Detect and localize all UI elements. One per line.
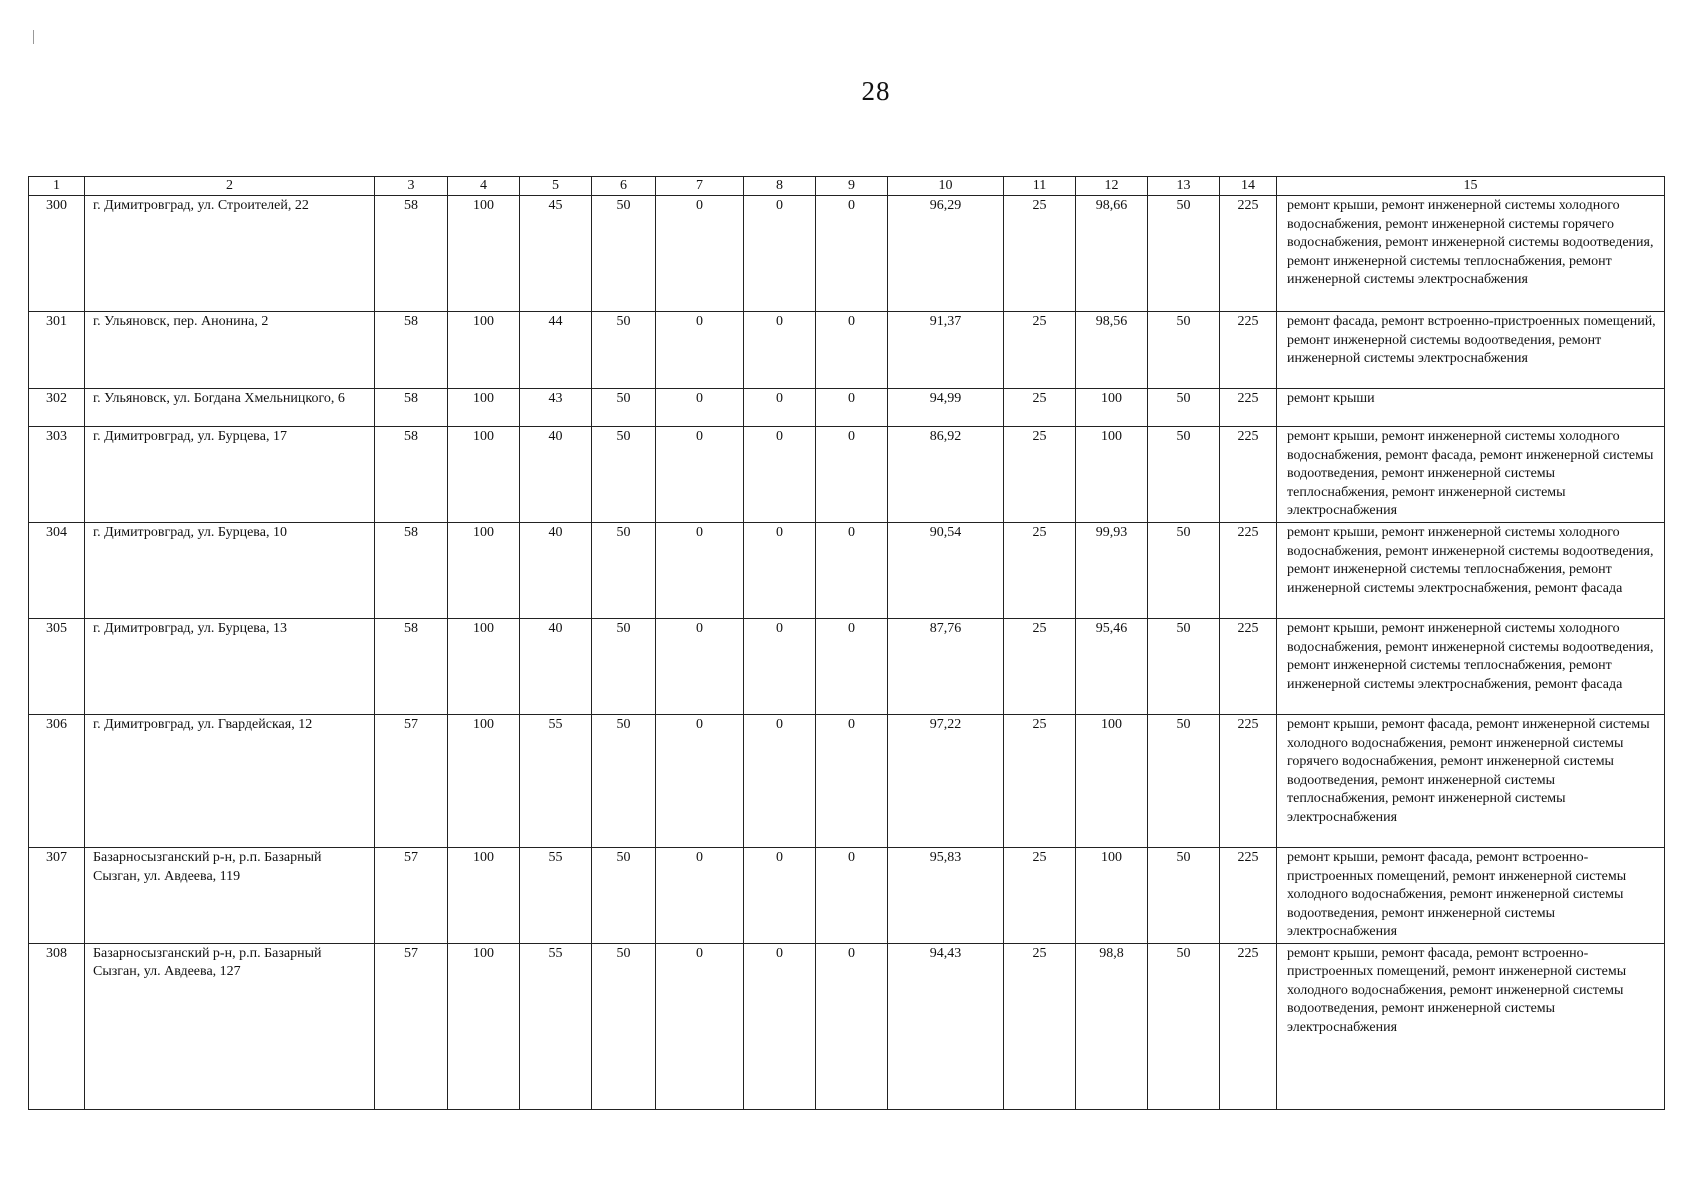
column-header: 12 (1076, 177, 1148, 196)
table-row (29, 389, 1665, 427)
row-number: 302 (29, 389, 85, 427)
cell-col-9: 0 (816, 523, 888, 619)
cell-col-12: 100 (1076, 427, 1148, 523)
cell-col-13: 50 (1148, 943, 1220, 1109)
cell-col-4: 100 (448, 715, 520, 848)
cell-col-14: 225 (1220, 523, 1277, 619)
cell-col-13: 50 (1148, 389, 1220, 427)
row-number: 305 (29, 619, 85, 715)
cell-col-11: 25 (1004, 196, 1076, 312)
cell-col-11: 25 (1004, 312, 1076, 389)
cell-col-7: 0 (656, 196, 744, 312)
column-header: 10 (888, 177, 1004, 196)
cell-col-10: 90,54 (888, 523, 1004, 619)
cell-col-12: 95,46 (1076, 619, 1148, 715)
cell-col-14: 225 (1220, 427, 1277, 523)
cell-col-7: 0 (656, 715, 744, 848)
cell-col-12: 100 (1076, 389, 1148, 427)
cell-col-6: 50 (592, 427, 656, 523)
cell-col-4: 100 (448, 196, 520, 312)
cell-col-6: 50 (592, 196, 656, 312)
column-header: 11 (1004, 177, 1076, 196)
cell-col-9: 0 (816, 848, 888, 944)
cell-col-7: 0 (656, 848, 744, 944)
cell-col-11: 25 (1004, 389, 1076, 427)
cell-col-11: 25 (1004, 848, 1076, 944)
cell-col-5: 55 (520, 715, 592, 848)
table-row (29, 523, 1665, 619)
cell-col-12: 98,8 (1076, 943, 1148, 1109)
cell-col-10: 94,99 (888, 389, 1004, 427)
cell-col-7: 0 (656, 523, 744, 619)
cell-col-8: 0 (744, 427, 816, 523)
cell-col-9: 0 (816, 943, 888, 1109)
cell-col-5: 43 (520, 389, 592, 427)
row-number: 300 (29, 196, 85, 312)
cell-col-3: 58 (375, 619, 448, 715)
address-cell: Базарносызганский р-н, р.п. Базарный Сызган, ул. Авдеева, 127 (85, 943, 375, 1109)
works-list-cell: ремонт крыши, ремонт фасада, ремонт встроенно-пристроенных помещений, ремонт инженерной системы холодного водоснабжения, ремонт инженерной системы водоотведения, ремонт инженерной системы электроснабжения (1277, 943, 1665, 1109)
cell-col-8: 0 (744, 312, 816, 389)
cell-col-13: 50 (1148, 427, 1220, 523)
column-header: 15 (1277, 177, 1665, 196)
cell-col-6: 50 (592, 943, 656, 1109)
table-row (29, 848, 1665, 944)
cell-col-14: 225 (1220, 389, 1277, 427)
table-row (29, 427, 1665, 523)
cell-col-14: 225 (1220, 619, 1277, 715)
cell-col-7: 0 (656, 619, 744, 715)
cell-col-5: 45 (520, 196, 592, 312)
cell-col-12: 100 (1076, 848, 1148, 944)
works-list-cell: ремонт крыши, ремонт инженерной системы холодного водоснабжения, ремонт инженерной системы водоотведения, ремонт инженерной системы теплоснабжения, ремонт инженерной системы электроснабжения, ремонт фасада (1277, 619, 1665, 715)
column-number-row (29, 177, 1665, 196)
cell-col-3: 58 (375, 427, 448, 523)
cell-col-6: 50 (592, 389, 656, 427)
cell-col-4: 100 (448, 619, 520, 715)
cell-col-6: 50 (592, 619, 656, 715)
table-header (29, 177, 1665, 196)
cell-col-10: 96,29 (888, 196, 1004, 312)
column-header: 1 (29, 177, 85, 196)
works-list-cell: ремонт крыши, ремонт инженерной системы холодного водоснабжения, ремонт инженерной системы горячего водоснабжения, ремонт инженерной системы водоотведения, ремонт инженерной системы теплоснабжения, ремонт инженерной системы электроснабжения (1277, 196, 1665, 312)
cell-col-10: 97,22 (888, 715, 1004, 848)
cell-col-12: 100 (1076, 715, 1148, 848)
cell-col-12: 98,56 (1076, 312, 1148, 389)
cell-col-7: 0 (656, 389, 744, 427)
row-number: 304 (29, 523, 85, 619)
cell-col-7: 0 (656, 427, 744, 523)
address-cell: г. Ульяновск, ул. Богдана Хмельницкого, 6 (85, 389, 375, 427)
cell-col-9: 0 (816, 427, 888, 523)
cell-col-10: 87,76 (888, 619, 1004, 715)
cell-col-3: 58 (375, 196, 448, 312)
cell-col-8: 0 (744, 619, 816, 715)
cell-col-4: 100 (448, 523, 520, 619)
cell-col-14: 225 (1220, 943, 1277, 1109)
cell-col-9: 0 (816, 619, 888, 715)
cell-col-9: 0 (816, 196, 888, 312)
cell-col-7: 0 (656, 312, 744, 389)
column-header: 7 (656, 177, 744, 196)
row-number: 303 (29, 427, 85, 523)
column-header: 8 (744, 177, 816, 196)
cell-col-14: 225 (1220, 312, 1277, 389)
cell-col-3: 58 (375, 389, 448, 427)
column-header: 6 (592, 177, 656, 196)
column-header: 13 (1148, 177, 1220, 196)
row-number: 306 (29, 715, 85, 848)
cell-col-14: 225 (1220, 848, 1277, 944)
cell-col-3: 57 (375, 943, 448, 1109)
repair-register-table (28, 176, 1665, 1110)
page-number: 28 (861, 76, 891, 106)
table-row (29, 312, 1665, 389)
table-row (29, 943, 1665, 1109)
works-list-cell: ремонт крыши (1277, 389, 1665, 427)
cell-col-10: 95,83 (888, 848, 1004, 944)
works-list-cell: ремонт крыши, ремонт фасада, ремонт встроенно-пристроенных помещений, ремонт инженерной системы холодного водоснабжения, ремонт инженерной системы водоотведения, ремонт инженерной системы электроснабжения (1277, 848, 1665, 944)
cell-col-3: 58 (375, 523, 448, 619)
cell-col-5: 55 (520, 943, 592, 1109)
cell-col-5: 40 (520, 619, 592, 715)
address-cell: г. Ульяновск, пер. Анонина, 2 (85, 312, 375, 389)
cell-col-14: 225 (1220, 196, 1277, 312)
cell-col-8: 0 (744, 389, 816, 427)
cell-col-9: 0 (816, 715, 888, 848)
cell-col-5: 40 (520, 523, 592, 619)
row-number: 308 (29, 943, 85, 1109)
cell-col-11: 25 (1004, 715, 1076, 848)
cell-col-3: 57 (375, 848, 448, 944)
address-cell: г. Димитровград, ул. Строителей, 22 (85, 196, 375, 312)
cell-col-8: 0 (744, 523, 816, 619)
cell-col-9: 0 (816, 312, 888, 389)
cell-col-10: 86,92 (888, 427, 1004, 523)
cell-col-13: 50 (1148, 196, 1220, 312)
cell-col-10: 94,43 (888, 943, 1004, 1109)
cell-col-14: 225 (1220, 715, 1277, 848)
address-cell: г. Димитровград, ул. Бурцева, 10 (85, 523, 375, 619)
cell-col-12: 99,93 (1076, 523, 1148, 619)
column-header: 4 (448, 177, 520, 196)
table-row (29, 196, 1665, 312)
cell-col-7: 0 (656, 943, 744, 1109)
cell-col-12: 98,66 (1076, 196, 1148, 312)
column-header: 9 (816, 177, 888, 196)
works-list-cell: ремонт фасада, ремонт встроенно-пристроенных помещений, ремонт инженерной системы водоотведения, ремонт инженерной системы электроснабжения (1277, 312, 1665, 389)
address-cell: г. Димитровград, ул. Бурцева, 13 (85, 619, 375, 715)
cell-col-11: 25 (1004, 523, 1076, 619)
scan-artifact-mark (33, 30, 34, 44)
cell-col-6: 50 (592, 523, 656, 619)
address-cell: г. Димитровград, ул. Бурцева, 17 (85, 427, 375, 523)
table-body (29, 196, 1665, 1110)
works-list-cell: ремонт крыши, ремонт фасада, ремонт инженерной системы холодного водоснабжения, ремонт инженерной системы горячего водоснабжения, ремонт инженерной системы водоотведения, ремонт инженерной системы теплоснабжения, ремонт инженерной системы электроснабжения (1277, 715, 1665, 848)
cell-col-11: 25 (1004, 427, 1076, 523)
cell-col-5: 40 (520, 427, 592, 523)
cell-col-4: 100 (448, 427, 520, 523)
cell-col-3: 57 (375, 715, 448, 848)
cell-col-13: 50 (1148, 523, 1220, 619)
column-header: 5 (520, 177, 592, 196)
address-cell: Базарносызганский р-н, р.п. Базарный Сызган, ул. Авдеева, 119 (85, 848, 375, 944)
cell-col-5: 44 (520, 312, 592, 389)
cell-col-6: 50 (592, 312, 656, 389)
cell-col-10: 91,37 (888, 312, 1004, 389)
cell-col-11: 25 (1004, 943, 1076, 1109)
cell-col-8: 0 (744, 943, 816, 1109)
cell-col-8: 0 (744, 196, 816, 312)
row-number: 307 (29, 848, 85, 944)
works-list-cell: ремонт крыши, ремонт инженерной системы холодного водоснабжения, ремонт фасада, ремонт инженерной системы водоотведения, ремонт инженерной системы теплоснабжения, ремонт инженерной системы электроснабжения (1277, 427, 1665, 523)
cell-col-13: 50 (1148, 312, 1220, 389)
cell-col-4: 100 (448, 848, 520, 944)
cell-col-9: 0 (816, 389, 888, 427)
column-header: 14 (1220, 177, 1277, 196)
cell-col-6: 50 (592, 848, 656, 944)
column-header: 3 (375, 177, 448, 196)
address-cell: г. Димитровград, ул. Гвардейская, 12 (85, 715, 375, 848)
cell-col-5: 55 (520, 848, 592, 944)
table-row (29, 715, 1665, 848)
row-number: 301 (29, 312, 85, 389)
cell-col-11: 25 (1004, 619, 1076, 715)
cell-col-13: 50 (1148, 715, 1220, 848)
cell-col-4: 100 (448, 312, 520, 389)
cell-col-8: 0 (744, 715, 816, 848)
column-header: 2 (85, 177, 375, 196)
cell-col-4: 100 (448, 943, 520, 1109)
table-row (29, 619, 1665, 715)
cell-col-13: 50 (1148, 619, 1220, 715)
cell-col-4: 100 (448, 389, 520, 427)
cell-col-8: 0 (744, 848, 816, 944)
works-list-cell: ремонт крыши, ремонт инженерной системы холодного водоснабжения, ремонт инженерной системы водоотведения, ремонт инженерной системы теплоснабжения, ремонт инженерной системы электроснабжения, ремонт фасада (1277, 523, 1665, 619)
cell-col-6: 50 (592, 715, 656, 848)
cell-col-13: 50 (1148, 848, 1220, 944)
cell-col-3: 58 (375, 312, 448, 389)
